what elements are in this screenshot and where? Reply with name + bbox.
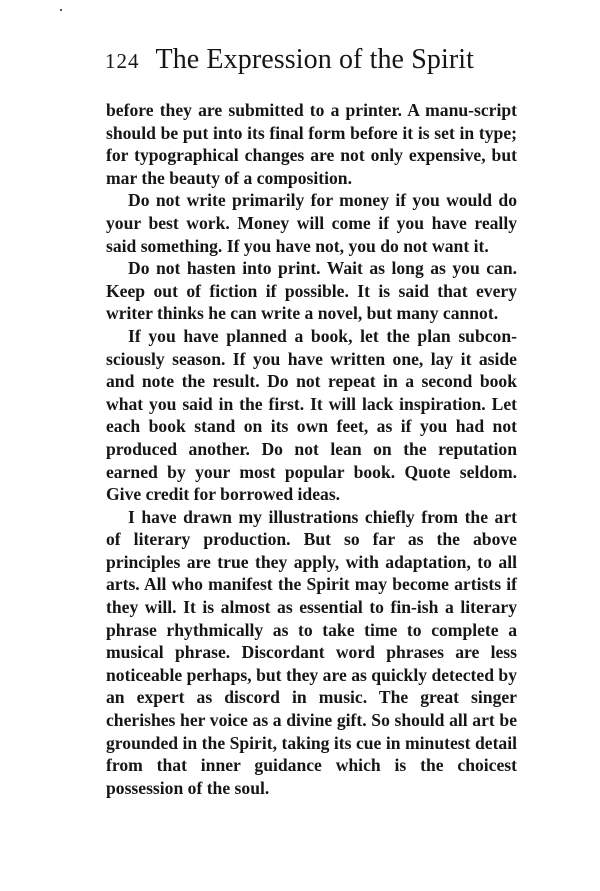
- page-header: [105, 44, 515, 84]
- page-number: 124: [105, 49, 140, 73]
- paragraph-all-arts: I have drawn my illustrations chiefly from the art of literary production. But so far as the above principles are true they apply, with adaptation, to all arts. All who manifest the Spirit may become artists if they will. It is almost as essential to fin-ish a literary phrase rhythmically as to take time to complete a musical phrase. Discordant word phrases are less noticeable perhaps, but they are as quickly detected by an expert as discord in music. The great singer cherishes her voice as a divine gift. So should all art be grounded in the Spirit, taking its cue in minutest detail from that inner guidance which is the choicest possession of the soul.: [106, 506, 517, 798]
- paragraph-print: Do not hasten into print. Wait as long as you can. Keep out of fiction if possible. It is said that every writer thinks he can write a novel, but many cannot.: [106, 258, 517, 324]
- paragraph-continued: before they are submitted to a printer. A manu-script should be put into its final form before it is set in type; for typographical changes are not only expensive, but mar the beauty of a composition.: [106, 100, 517, 188]
- running-title: The Expression of the Spirit: [155, 44, 475, 75]
- body-text: [106, 99, 517, 799]
- paragraph-money: Do not write primarily for money if you would do your best work. Money will come if you have really said something. If you have not, you do not want it.: [106, 190, 517, 256]
- scan-speck: [60, 9, 62, 11]
- paragraph-book-plan: If you have planned a book, let the plan subcon-sciously season. If you have written one, lay it aside and note the result. Do not repeat in a second book what you said in the first. It will lack inspiration. Let each book stand on its own feet, as if you had not produced another. Do not lean on the reputation earned by your most popular book. Quote seldom. Give credit for borrowed ideas.: [106, 325, 517, 505]
